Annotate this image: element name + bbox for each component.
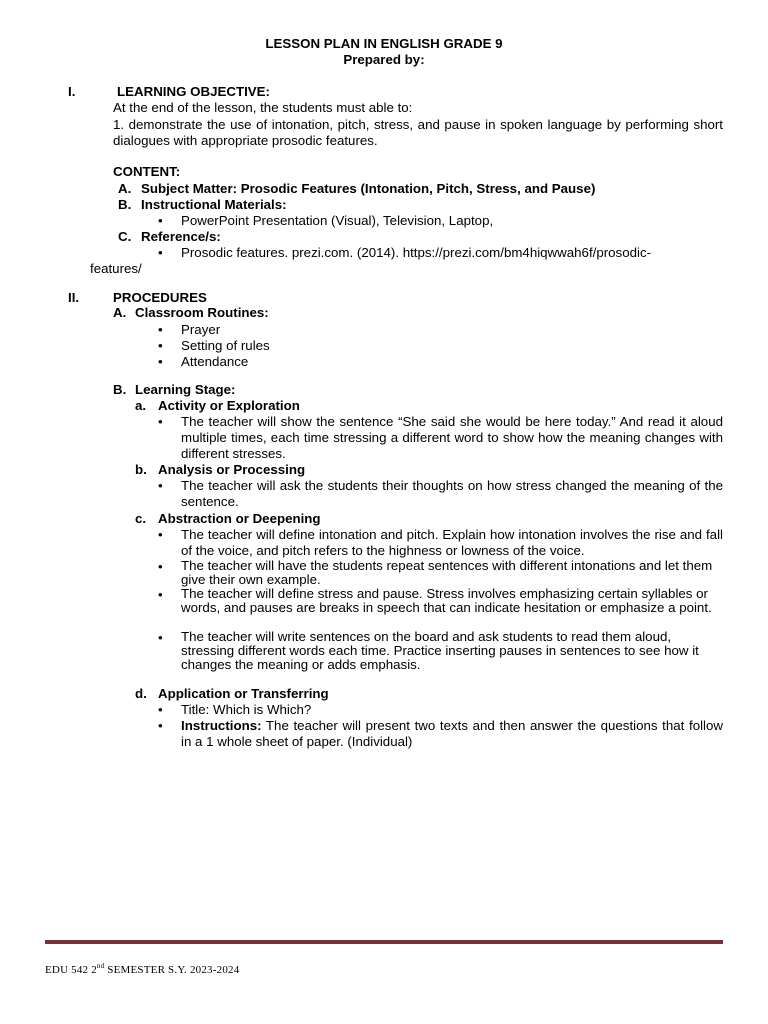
objective-heading: LEARNING OBJECTIVE: [117,84,270,99]
page-title: LESSON PLAN IN ENGLISH GRADE 9 [265,36,503,51]
instructions-text: The teacher will present two texts and then answer the questions that follow in a 1 whole sheet of paper. (Individual) [181,718,723,749]
reference-item-line2: features/ [90,261,142,276]
section-numeral-2: II. [68,290,80,305]
abstraction-item: The teacher will define stress and pause. Stress involves emphasizing certain syllables or words, and pauses are breaks in speech that can indicate hesitation or emphasize a point. [181,586,712,615]
classroom-routines: Classroom Routines: [135,305,269,320]
prepared-by: Prepared by: [343,52,425,67]
stage-a-marker: a. [135,398,147,413]
references-label: Reference/s: [141,229,221,244]
learning-stage: Learning Stage: [135,382,236,397]
stage-c-marker: c. [135,511,147,526]
content-a-marker: A. [118,181,132,196]
bullet-dot-icon: • [158,702,163,717]
procedures-b-marker: B. [113,382,127,397]
bullet-dot-icon: • [158,414,163,429]
footer-suffix: SEMESTER S.Y. 2023-2024 [104,964,240,976]
procedures-heading: PROCEDURES [113,290,207,305]
stage-b-marker: b. [135,462,147,477]
stage-d-marker: d. [135,686,147,701]
activity-heading: Activity or Exploration [158,398,300,413]
objective-intro: At the end of the lesson, the students must able to: [113,100,413,115]
analysis-item: The teacher will ask the students their thoughts on how stress changed the meaning of the sentence. [181,478,723,509]
footer-text [45,962,239,978]
bullet-dot-icon: • [158,718,163,733]
bullet-dot-icon: • [158,559,163,574]
procedures-a-marker: A. [113,305,127,320]
bullet-dot-icon: • [158,338,163,353]
activity-item: The teacher will show the sentence “She said she would be here today.” And read it aloud multiple times, each time stressing a different word to show how the meaning changes with different stresses. [181,414,723,461]
bullet-dot-icon: • [158,527,163,542]
application-heading: Application or Transferring [158,686,329,701]
objective-item: 1. demonstrate the use of intonation, pitch, stress, and pause in spoken language by performing short dialogues with appropriate prosodic features. [113,117,723,148]
bullet-dot-icon: • [158,322,163,337]
content-c-marker: C. [118,229,132,244]
abstraction-heading: Abstraction or Deepening [158,511,321,526]
bullet-dot-icon: • [158,213,163,228]
bullet-dot-icon: • [158,587,163,602]
bullet-dot-icon: • [158,630,163,645]
footer-rule [45,940,723,944]
routine-item: Setting of rules [181,338,270,353]
routine-item: Attendance [181,354,249,369]
reference-item-line1: Prosodic features. prezi.com. (2014). https://prezi.com/bm4hiqwwah6f/prosodic- [181,245,652,260]
application-instructions [181,718,723,750]
bullet-dot-icon: • [158,478,163,493]
routine-item: Prayer [181,322,221,337]
instructions-label: Instructions: [181,718,262,733]
content-heading: CONTENT: [113,164,181,179]
footer-sup: nd [96,962,105,970]
analysis-heading: Analysis or Processing [158,462,306,477]
abstraction-item: The teacher will define intonation and pitch. Explain how intonation involves the rise and fall of the voice, and pitch refers to the highness or lowness of the voice. [181,527,723,558]
application-title: Title: Which is Which? [181,702,312,717]
content-b-marker: B. [118,197,132,212]
abstraction-item: The teacher will write sentences on the board and ask students to read them aloud, stressing different words each time. Practice inserting pauses in sentences to see how it changes the meaning or adds emphasis. [181,629,699,672]
materials-item: PowerPoint Presentation (Visual), Television, Laptop, [181,213,494,228]
subject-matter: Subject Matter: Prosodic Features (Intonation, Pitch, Stress, and Pause) [141,181,596,196]
section-numeral-1: I. [68,84,76,99]
bullet-dot-icon: • [158,354,163,369]
footer-prefix: EDU 542 2 [45,964,97,976]
instructional-materials: Instructional Materials: [141,197,287,212]
bullet-dot-icon: • [158,245,163,260]
abstraction-item: The teacher will have the students repeat sentences with different intonations and let them give their own example. [181,558,713,587]
